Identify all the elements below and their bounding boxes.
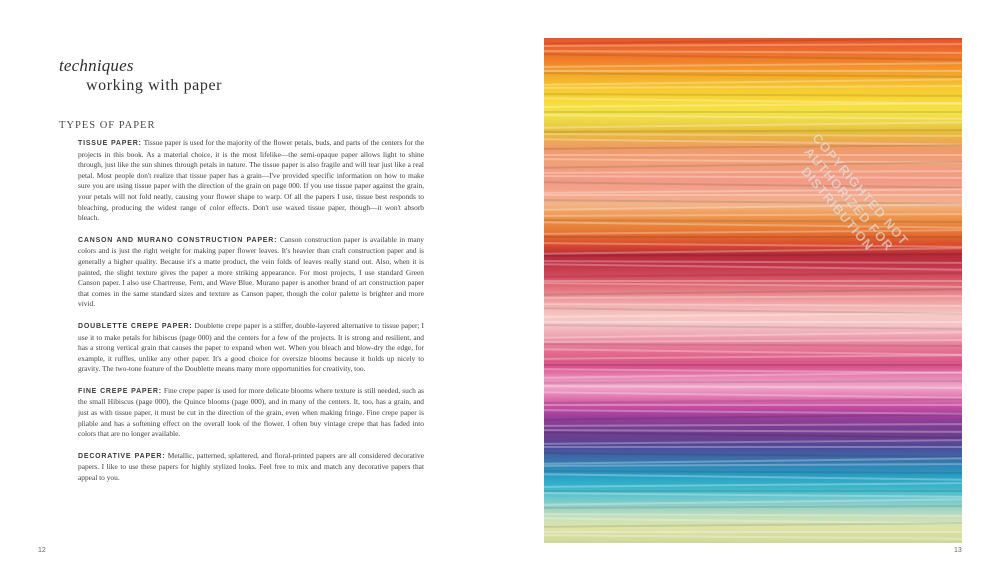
- paper-sheet-edge: [544, 364, 962, 366]
- paper-sheet-edge: [544, 492, 962, 498]
- paper-sheet-edge: [544, 154, 962, 156]
- paragraph-decorative: [78, 451, 424, 484]
- paper-sheet-edge: [544, 213, 962, 217]
- paper-sheet-edge: [544, 312, 962, 318]
- paper-sheet-edge: [544, 53, 962, 61]
- paper-sheet-edge: [544, 522, 962, 528]
- paper-sheet-edge: [544, 534, 962, 540]
- term-label: CANSON AND MURANO CONSTRUCTION PAPER:: [78, 236, 278, 244]
- paragraph-tissue-paper: [78, 138, 424, 224]
- paper-sheet-edge: [544, 175, 962, 179]
- paper-sheet-edge: [544, 70, 962, 72]
- paper-sheet-edge: [544, 490, 962, 492]
- paper-sheet-edge: [544, 102, 962, 108]
- paper-sheet-edge: [544, 413, 962, 421]
- paragraph-text: Canson construction paper is available in many colors and is just the right weight for making paper flower leaves. It's heavier than craft construction paper and is generally a higher quality. Because it's a matte product, the vein folds of leaves really stand out. Also, when it is painted, the slight texture gives the paper a more striking appearance. For most projects, I use standard Green Canson paper. I also use Chartreuse, Fern, and Wave Blue. Murano paper is another brand of art construction paper that comes in the same standard sizes and texture as Canson paper, though the color palette is brighter and more vivid.: [78, 234, 424, 309]
- page-number-left: 12: [38, 547, 46, 554]
- paper-sheet-edge: [544, 324, 962, 330]
- paper-sheet-edge: [544, 121, 962, 129]
- paragraph-canson-murano: [78, 235, 424, 310]
- stacked-paper-photo: [544, 38, 962, 543]
- paragraph-text: Metallic, patterned, splattered, and floral-printed papers are all considered decorative papers. I like to use these papers for highly stylized looks. Feel free to mix and match any decorative papers that appeal to you.: [78, 450, 424, 483]
- paper-sheet-edge: [544, 72, 962, 78]
- paragraph-text: Tissue paper is used for the majority of the flower petals, buds, and parts of the centers for the projects in this book. As a material choice, it is the most lifelike—the semi-opaque paper allows light to shine through, just like the sun shines through petals in nature. The tissue paper is also fragile and will tear just like a real petal. Most people don't realize that tissue paper has a grain—I've provided specific information on how to make sure you are using tissue paper with the direction of the grain on page 000. If you use tissue paper against the grain, your petals will not fold neatly, causing your flower shape to warp. Of all the papers I use, tissue best responds to bleaching, producing the widest range of color effects. Don't use waxed tissue paper, though—it won't absorb bleach.: [78, 138, 425, 223]
- paper-sheet-edge: [544, 62, 962, 68]
- term-label: TISSUE PAPER:: [78, 140, 142, 147]
- paper-sheet-edge: [544, 531, 962, 533]
- term-label: FINE CREPE PAPER:: [78, 387, 162, 395]
- paragraph-text: Doublette crepe paper is a stiffer, double-layered alternative to tissue paper; I use it to make petals for hibiscus (page 000) and the centers for a few of the projects. It is strong and resilient, and has a strong vertical grain that causes the paper to expand when wet. When you bleach and blow-dry the edge, for example, it ruffles, unlike any other paper. It's a good choice for oversize blooms because it holds up nicely to gravity. The two-tone feature of the Doublette means many more opportunities for creativity, too.: [78, 320, 425, 374]
- paper-sheet-edge: [544, 111, 962, 113]
- paper-sheet-edge: [544, 513, 962, 517]
- paper-sheet-edge: [544, 391, 962, 399]
- paragraph-text: Fine crepe paper is used for more delicate blooms where texture is still needed, such as the small Hibiscus (page 000), the Quince blooms (page 000), and in many of the centers. It, too, has a grain, and just as with tissue paper, it must be cut in the direction of the grain, even when making fringe. Fine crepe paper is pliable and has a softening effect on the overall look of the flower. I often buy vintage crepe that has faded into colors that are no longer available.: [78, 385, 424, 439]
- paper-sheet-edge: [544, 321, 962, 323]
- paper-sheet-edge: [544, 181, 962, 189]
- paper-sheet-edge: [544, 114, 962, 120]
- paper-sheet-edge: [544, 473, 962, 481]
- term-label: DECORATIVE PAPER:: [78, 452, 166, 460]
- paper-sheet-edge: [544, 203, 962, 211]
- paper-sheet-edge: [544, 423, 962, 427]
- term-label: DOUBLETTE CREPE PAPER:: [78, 322, 193, 330]
- paper-sheet-edge: [544, 133, 962, 137]
- copyright-watermark: COPYRIGHTED NOT AUTHORIZED FOR DISTRIBUTION: [798, 130, 912, 254]
- paper-sheet-edge: [544, 439, 962, 445]
- paper-sheet-edge: [544, 404, 962, 406]
- paper-sheet-edge: [544, 85, 962, 89]
- chapter-kicker: techniques: [59, 56, 134, 75]
- paper-sheet-edge: [544, 303, 962, 307]
- paper-sheet-edge: [544, 354, 962, 360]
- paper-sheet-edge: [544, 446, 962, 448]
- paper-sheet-edge: [544, 505, 962, 509]
- section-heading: TYPES OF PAPER: [59, 120, 156, 131]
- paper-sheet-edge: [544, 331, 962, 339]
- paper-sheet-edge: [544, 144, 962, 150]
- body-text: [78, 138, 424, 495]
- paragraph-fine-crepe: [78, 386, 424, 440]
- paper-sheet-edge: [544, 93, 962, 97]
- paper-sheet-edge: [544, 385, 962, 389]
- paper-sheet-edge: [544, 343, 962, 347]
- chapter-title: working with paper: [86, 77, 223, 94]
- paper-sheet-edge: [544, 371, 962, 379]
- page-number-right: 13: [954, 547, 962, 554]
- paper-sheet-edge: [544, 482, 962, 488]
- paper-sheet-edge: [544, 380, 962, 384]
- paragraph-doublette-crepe: [78, 321, 424, 375]
- paper-sheet-edge: [544, 170, 962, 174]
- right-page: [500, 0, 1000, 581]
- paper-sheet-edge: [544, 194, 962, 196]
- paper-sheet-edge: [544, 161, 962, 169]
- paper-sheet-edge: [544, 295, 962, 299]
- paper-sheet-edge: [544, 452, 962, 458]
